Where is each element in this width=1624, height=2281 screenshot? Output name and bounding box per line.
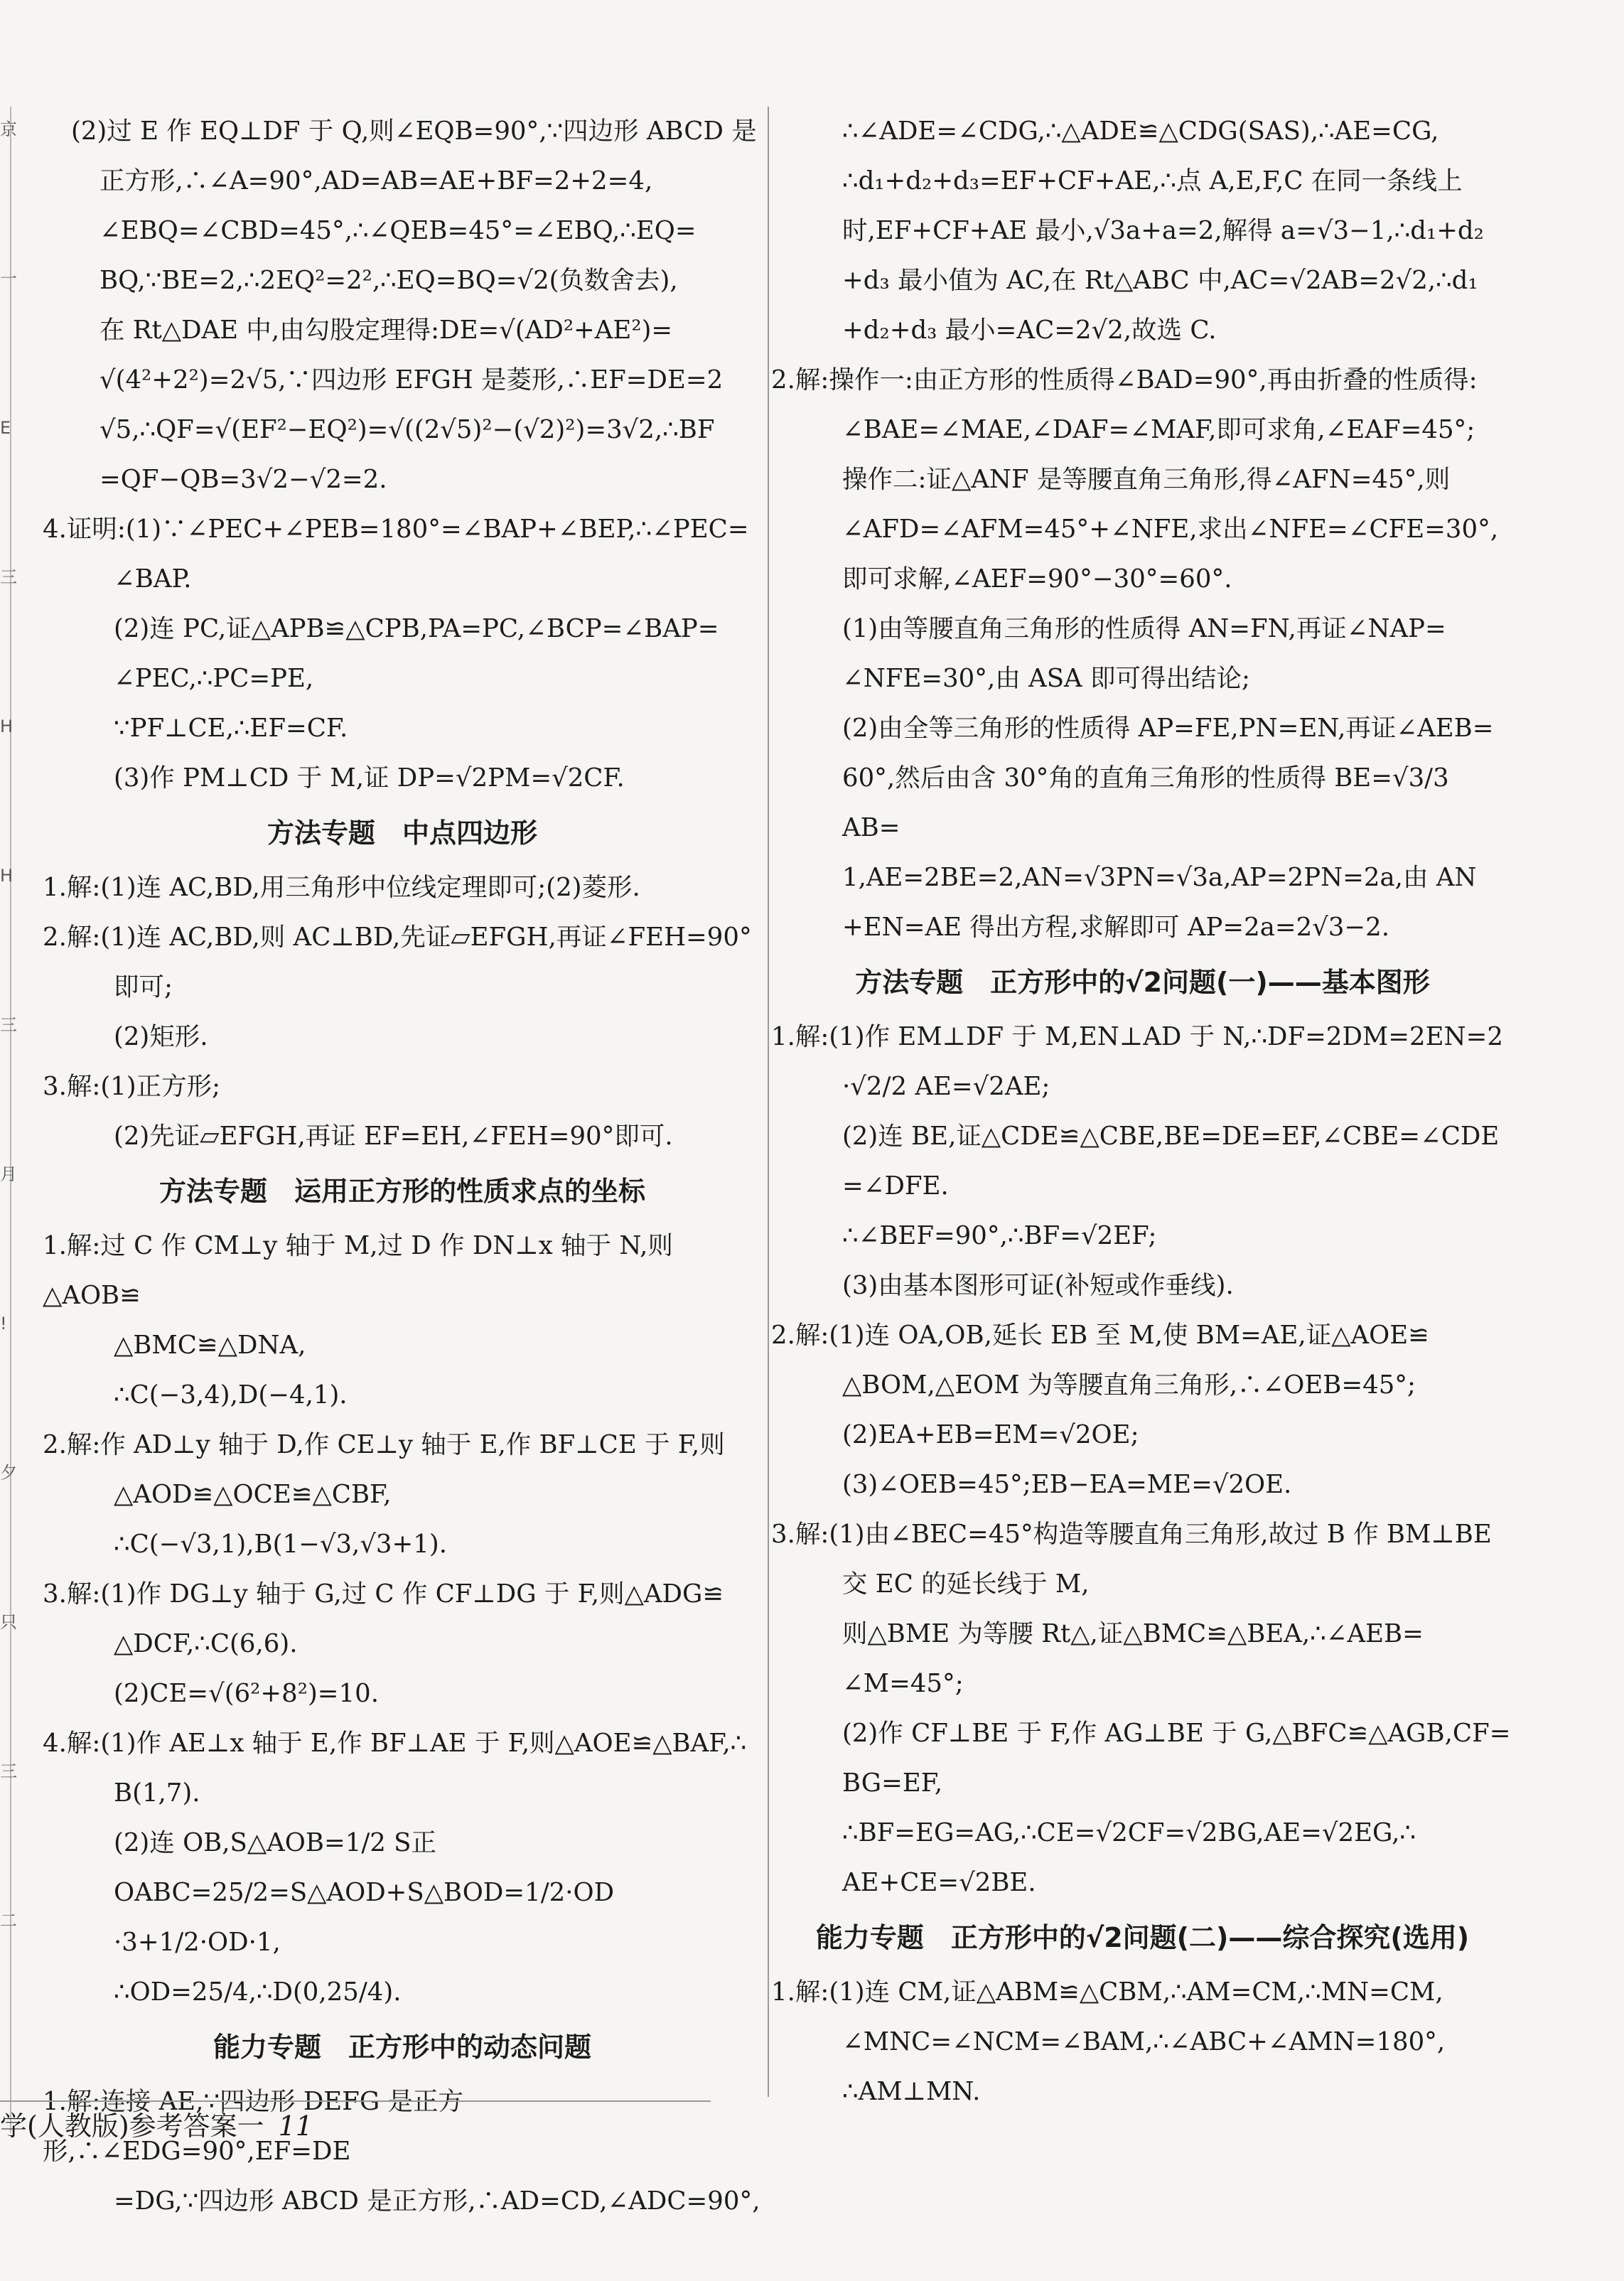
- text-line: 2.解:(1)连 AC,BD,则 AC⊥BD,先证▱EFGH,再证∠FEH=90°: [43, 923, 752, 952]
- text-line: 在 Rt△DAE 中,由勾股定理得:DE=√(AD²+AE²)=: [100, 316, 673, 345]
- edge-mark: 月: [0, 1164, 17, 1184]
- text-line: 3.解:(1)作 DG⊥y 轴于 G,过 C 作 CF⊥DG 于 F,则△ADG≌: [43, 1579, 724, 1609]
- text-line: ∠MNC=∠NCM=∠BAM,∴∠ABC+∠AMN=180°,: [842, 2027, 1446, 2056]
- text-line: √5,∴QF=√(EF²−EQ²)=√((2√5)²−(√2)²)=3√2,∴BF: [100, 415, 715, 444]
- text-line: (2)CE=√(6²+8²)=10.: [114, 1679, 380, 1708]
- text-line: (2)连 OB,S△AOB=1/2 S正OABC=25/2=S△AOD+S△BOD=1/2·OD: [114, 1828, 615, 1907]
- edge-mark: 一: [0, 269, 17, 289]
- text-line: 1,AE=2BE=2,AN=√3PN=√3a,AP=2PN=2a,由 AN: [842, 863, 1477, 892]
- text-line: 3.解:(1)正方形;: [43, 1072, 221, 1101]
- text-line: +d₃ 最小值为 AC,在 Rt△ABC 中,AC=√2AB=2√2,∴d₁: [842, 266, 1478, 295]
- text-line: AE+CE=√2BE.: [842, 1868, 1036, 1897]
- section-heading: 能力专题 正方形中的√2问题(二)——综合探究(选用): [815, 1922, 1470, 1953]
- section-heading: 方法专题 运用正方形的性质求点的坐标: [158, 1176, 645, 1207]
- edge-mark: 只: [0, 1612, 17, 1632]
- text-line: ·√2/2 AE=√2AE;: [842, 1072, 1050, 1101]
- text-line: 则△BME 为等腰 Rt△,证△BMC≌△BEA,∴∠AEB=: [842, 1619, 1424, 1648]
- section-heading: 方法专题 中点四边形: [267, 817, 537, 849]
- text-line: B(1,7).: [114, 1778, 200, 1808]
- text-line: ∠M=45°;: [842, 1669, 964, 1698]
- text-line: ·3+1/2·OD·1,: [114, 1928, 281, 1957]
- text-line: 1.解:(1)连 CM,证△ABM≌△CBM,∴AM=CM,∴MN=CM,: [771, 1977, 1443, 2007]
- text-line: 交 EC 的延长线于 M,: [842, 1569, 1090, 1599]
- text-line: 4.证明:(1)∵∠PEC+∠PEB=180°=∠BAP+∠BEP,∴∠PEC=: [43, 515, 749, 544]
- left-column: [43, 107, 762, 2226]
- text-line: =QF−QB=3√2−√2=2.: [100, 465, 387, 494]
- edge-mark: 三: [0, 1015, 17, 1035]
- text-line: △BOM,△EOM 为等腰直角三角形,∴∠OEB=45°;: [842, 1370, 1416, 1400]
- text-line: 2.解:(1)连 OA,OB,延长 EB 至 M,使 BM=AE,证△AOE≌: [771, 1321, 1429, 1350]
- text-line: ∠PEC,∴PC=PE,: [114, 664, 314, 693]
- edge-mark: 三: [0, 567, 17, 587]
- edge-mark: E: [0, 418, 11, 438]
- left-edge-line: [10, 107, 11, 2132]
- text-line: 2.解:作 AD⊥y 轴于 D,作 CE⊥y 轴于 E,作 BF⊥CE 于 F,则: [43, 1430, 725, 1459]
- edge-mark: 京: [0, 119, 17, 139]
- text-line: ∠AFD=∠AFM=45°+∠NFE,求出∠NFE=∠CFE=30°,: [842, 515, 1499, 544]
- text-line: 1.解:(1)作 EM⊥DF 于 M,EN⊥AD 于 N,∴DF=2DM=2EN=2: [771, 1022, 1503, 1051]
- text-line: 1.解:连接 AE,∵四边形 DEFG 是正方形,∴∠EDG=90°,EF=DE: [43, 2087, 463, 2166]
- section-heading: 能力专题 正方形中的动态问题: [213, 2032, 591, 2063]
- text-line: =DG,∵四边形 ABCD 是正方形,∴AD=CD,∠ADC=90°,: [114, 2186, 760, 2216]
- text-line: (2)连 BE,证△CDE≌△CBE,BE=DE=EF,∠CBE=∠CDE: [842, 1122, 1500, 1151]
- text-line: ∴∠BEF=90°,∴BF=√2EF;: [842, 1221, 1157, 1250]
- text-line: (2)先证▱EFGH,再证 EF=EH,∠FEH=90°即可.: [114, 1122, 673, 1151]
- text-line: 1.解:(1)连 AC,BD,用三角形中位线定理即可;(2)菱形.: [43, 873, 640, 902]
- text-line: BG=EF,: [842, 1769, 943, 1798]
- text-line: 60°,然后由含 30°角的直角三角形的性质得 BE=√3/3 AB=: [842, 763, 1457, 842]
- text-line: 时,EF+CF+AE 最小,√3a+a=2,解得 a=√3−1,∴d₁+d₂: [842, 216, 1484, 245]
- text-line: +d₂+d₃ 最小=AC=2√2,故选 C.: [842, 316, 1217, 345]
- text-line: 4.解:(1)作 AE⊥x 轴于 E,作 BF⊥AE 于 F,则△AOE≌△BAF,∴: [43, 1729, 747, 1758]
- edge-mark: 三: [0, 1761, 17, 1781]
- section-heading: 方法专题 正方形中的√2问题(一)——基本图形: [855, 967, 1430, 998]
- text-line: △BMC≌△DNA,: [114, 1331, 306, 1360]
- text-line: ∠EBQ=∠CBD=45°,∴∠QEB=45°=∠EBQ,∴EQ=: [100, 216, 697, 245]
- column-divider: [768, 107, 769, 2097]
- text-line: ∠BAE=∠MAE,∠DAF=∠MAF,即可求角,∠EAF=45°;: [842, 415, 1475, 444]
- text-line: ∴∠ADE=∠CDG,∴△ADE≌△CDG(SAS),∴AE=CG,: [842, 117, 1439, 146]
- left-edge-marks: [0, 107, 17, 2132]
- text-line: 2.解:操作一:由正方形的性质得∠BAD=90°,再由折叠的性质得:: [771, 365, 1478, 395]
- edge-mark: 二: [0, 1911, 17, 1931]
- text-line: (2)过 E 作 EQ⊥DF 于 Q,则∠EQB=90°,∵四边形 ABCD 是: [71, 117, 757, 146]
- right-column: [771, 107, 1514, 2117]
- text-line: △AOD≌△OCE≌△CBF,: [114, 1480, 392, 1509]
- edge-mark: H: [0, 716, 14, 736]
- text-line: (2)由全等三角形的性质得 AP=FE,PN=EN,再证∠AEB=: [842, 714, 1494, 743]
- text-line: ∠BAP.: [114, 564, 192, 594]
- text-line: (2)EA+EB=EM=√2OE;: [842, 1420, 1139, 1449]
- text-line: 正方形,∴∠A=90°,AD=AB=AE+BF=2+2=4,: [100, 166, 653, 195]
- text-line: (3)由基本图形可证(补短或作垂线).: [842, 1271, 1234, 1300]
- text-line: +EN=AE 得出方程,求解即可 AP=2a=2√3−2.: [842, 913, 1390, 942]
- edge-mark: 夕: [0, 1463, 17, 1483]
- text-line: =∠DFE.: [842, 1171, 949, 1201]
- edge-mark: H: [0, 866, 14, 886]
- text-line: ∴AM⊥MN.: [842, 2077, 981, 2106]
- page-number: 11: [278, 2110, 313, 2142]
- text-line: BQ,∵BE=2,∴2EQ²=2²,∴EQ=BQ=√2(负数舍去),: [100, 266, 678, 295]
- text-line: √(4²+2²)=2√5,∵四边形 EFGH 是菱形,∴EF=DE=2: [100, 365, 724, 395]
- text-line: 3.解:(1)由∠BEC=45°构造等腰直角三角形,故过 B 作 BM⊥BE: [771, 1520, 1492, 1549]
- text-line: ∵PF⊥CE,∴EF=CF.: [114, 714, 348, 743]
- text-line: (2)作 CF⊥BE 于 F,作 AG⊥BE 于 G,△BFC≌△AGB,CF=: [842, 1719, 1511, 1748]
- text-line: △DCF,∴C(6,6).: [114, 1629, 298, 1658]
- text-line: 操作二:证△ANF 是等腰直角三角形,得∠AFN=45°,则: [842, 465, 1451, 494]
- edge-mark: !: [0, 1314, 7, 1333]
- text-line: ∴d₁+d₂+d₃=EF+CF+AE,∴点 A,E,F,C 在同一条线上: [842, 166, 1463, 195]
- text-line: (2)连 PC,证△APB≌△CPB,PA=PC,∠BCP=∠BAP=: [114, 614, 719, 643]
- text-line: ∴OD=25/4,∴D(0,25/4).: [114, 1977, 402, 2007]
- text-line: (2)矩形.: [114, 1022, 208, 1051]
- text-line: ∴C(−√3,1),B(1−√3,√3+1).: [114, 1530, 447, 1559]
- text-line: (3)∠OEB=45°;EB−EA=ME=√2OE.: [842, 1470, 1292, 1499]
- text-line: ∠NFE=30°,由 ASA 即可得出结论;: [842, 664, 1250, 693]
- text-line: ∴C(−3,4),D(−4,1).: [114, 1380, 348, 1410]
- text-line: (1)由等腰直角三角形的性质得 AN=FN,再证∠NAP=: [842, 614, 1446, 643]
- text-line: (3)作 PM⊥CD 于 M,证 DP=√2PM=√2CF.: [114, 763, 625, 793]
- text-line: 即可求解,∠AEF=90°−30°=60°.: [842, 564, 1232, 594]
- page-footer: [0, 2100, 711, 2147]
- footer-text: 学(人教版)参考答案一: [0, 2110, 264, 2142]
- text-line: ∴BF=EG=AG,∴CE=√2CF=√2BG,AE=√2EG,∴: [842, 1818, 1416, 1847]
- text-line: 1.解:过 C 作 CM⊥y 轴于 M,过 D 作 DN⊥x 轴于 N,则△AOB≌: [43, 1231, 673, 1310]
- text-line: 即可;: [114, 972, 173, 1002]
